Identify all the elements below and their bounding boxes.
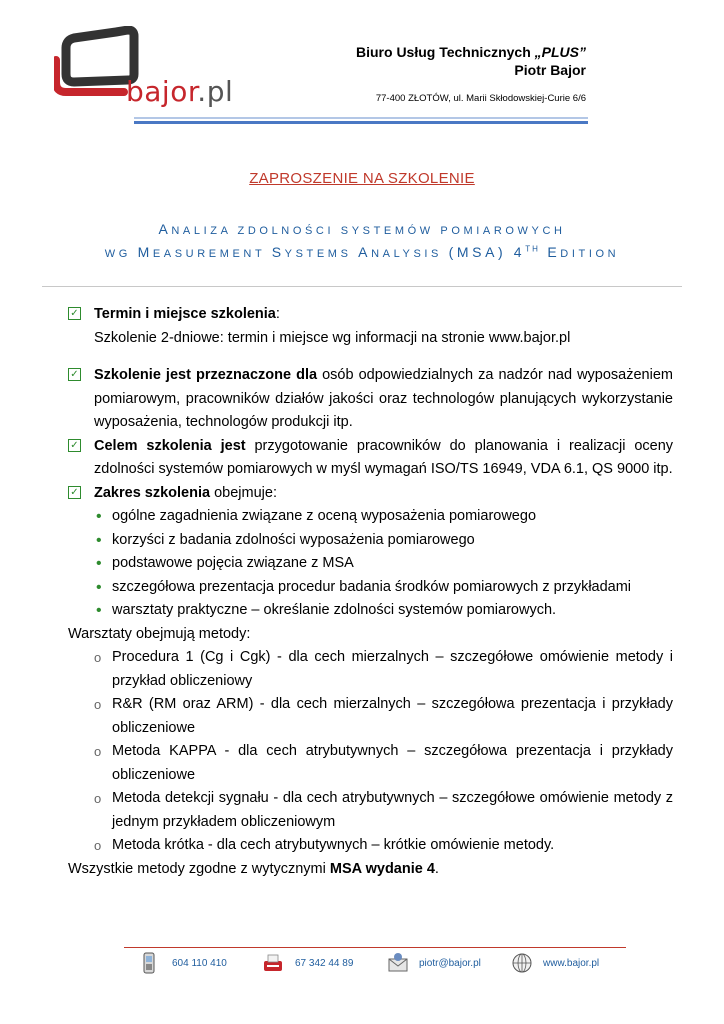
training-title-line2: WG MEASUREMENT SYSTEMS ANALYSIS (MSA) 4TH EDITION (104, 244, 620, 260)
list-item: • ogólne zagadnienia związane z oceną wyposażenia pomiarowego (96, 508, 537, 525)
document-body (68, 303, 673, 881)
mobile-phone-icon (138, 951, 160, 975)
target-label: Szkolenie jest przeznaczone dla (94, 367, 318, 383)
target-text: osób odpowiedzialnych za nadzór nad wyposażeniem pomiarowym, pracowników działów jakości oraz technologów planujących wykorzystanie wyposażenia, technologów produkcji itp. (94, 367, 673, 430)
company-address: 77-400 ZŁOTÓW, ul. Marii Skłodowskiej-Curie 6/6 (375, 93, 586, 104)
method-item: o Procedura 1 (Cg i Cgk) - dla cech mierzalnych – szczegółowe omówienie metody i przykład obliczeniowy (94, 649, 673, 689)
list-item: • podstawowe pojęcia związane z MSA (96, 555, 354, 572)
mobile-number: 604 110 410 (172, 958, 227, 969)
header-rule-light (134, 117, 588, 119)
email-link[interactable]: piotr@bajor.pl (419, 958, 481, 969)
goal-text: przygotowanie pracowników do planowania i realizacji oceny zdolności systemów pomiarowych w myśl wymagań ISO/TS 16949, VDA 6.1, QS 9000 itp. (94, 437, 674, 477)
goal-label: Celem szkolenia jest (94, 437, 246, 454)
method-item: o Metoda krótka - dla cech atrybutywnych – krótkie omówienie metody. (94, 837, 555, 853)
termin-colon: : (275, 306, 280, 322)
website-link[interactable]: www.bajor.pl (543, 958, 600, 969)
list-item: • szczegółowa prezentacja procedur badania środków pomiarowych z przykładami (96, 578, 632, 596)
list-item: • warsztaty praktyczne – określanie zdolności systemów pomiarowych. (96, 602, 557, 619)
method-item: o Metoda detekcji sygnału - dla cech atrybutywnych – szczegółowe omówienie metody z jednym przykładem obliczeniowym (94, 790, 673, 830)
target-section (68, 364, 673, 435)
checkbox-icon: ✓ (68, 439, 81, 452)
owner-name: Piotr Bajor (514, 62, 586, 78)
termin-section (68, 303, 673, 350)
email-icon (387, 951, 409, 975)
training-title-line1: ANALIZA ZDOLNOŚCI SYSTEMÓW POMIAROWYCH (158, 221, 566, 237)
termin-label: Termin i miejsce szkolenia (94, 306, 276, 322)
scope-label: Zakres szkolenia (94, 484, 211, 501)
fax-number: 67 342 44 89 (295, 958, 354, 969)
method-item: o Metoda KAPPA - dla cech atrybutywnych – szczegółowa prezentacja i przykłady obliczeniowe (94, 743, 673, 783)
invitation-title: ZAPROSZENIE NA SZKOLENIE (249, 170, 475, 187)
closing-line: Wszystkie metody zgodne z wytycznymi MSA wydanie 4. (68, 860, 439, 877)
fax-icon (262, 951, 284, 975)
checkbox-icon: ✓ (68, 368, 81, 381)
scope-section (68, 482, 673, 506)
scope-text: obejmuje: (210, 484, 277, 501)
header-rule-dark (134, 121, 588, 124)
checkbox-icon: ✓ (68, 307, 81, 320)
goal-section (68, 435, 673, 482)
list-item: • korzyści z badania zdolności wyposażenia pomiarowego (96, 531, 475, 549)
footer-rule (124, 947, 626, 948)
company-name: Biuro Usług Technicznych „PLUS” (356, 44, 586, 60)
method-item: o R&R (RM oraz ARM) - dla cech mierzalnych – szczegółowa prezentacja i przykłady obliczeniowe (94, 696, 673, 736)
logo-wordmark: bajor.pl (126, 75, 234, 108)
globe-icon (511, 951, 533, 975)
title-divider (42, 286, 682, 287)
methods-intro: Warsztaty obejmują metody: (68, 625, 251, 642)
termin-text: Szkolenie 2-dniowe: termin i miejsce wg informacji na stronie www.bajor.pl (94, 329, 571, 346)
checkbox-icon: ✓ (68, 486, 81, 499)
